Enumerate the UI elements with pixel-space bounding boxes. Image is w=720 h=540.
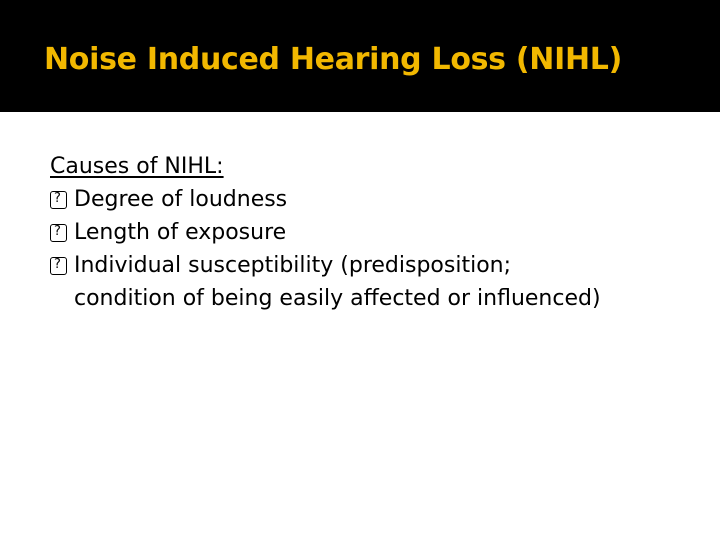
missing-glyph-icon xyxy=(50,257,67,275)
bullet-item-exposure xyxy=(50,216,604,249)
bullet-text: Degree of loudness xyxy=(74,187,288,212)
section-heading: Causes of NIHL: xyxy=(50,154,224,179)
bullet-item-loudness xyxy=(50,183,604,216)
bullet-text: Individual susceptibility (predisposition; condition of being easily affected or influenced) xyxy=(74,253,601,311)
slide-title: Noise Induced Hearing Loss (NIHL) xyxy=(44,42,623,77)
title-bar xyxy=(0,0,720,112)
missing-glyph-icon xyxy=(50,224,67,242)
missing-glyph-icon xyxy=(50,191,67,209)
bullet-list xyxy=(50,183,690,315)
bullet-item-susceptibility xyxy=(50,249,604,315)
slide-content xyxy=(50,150,690,315)
bullet-text: Length of exposure xyxy=(74,220,287,245)
